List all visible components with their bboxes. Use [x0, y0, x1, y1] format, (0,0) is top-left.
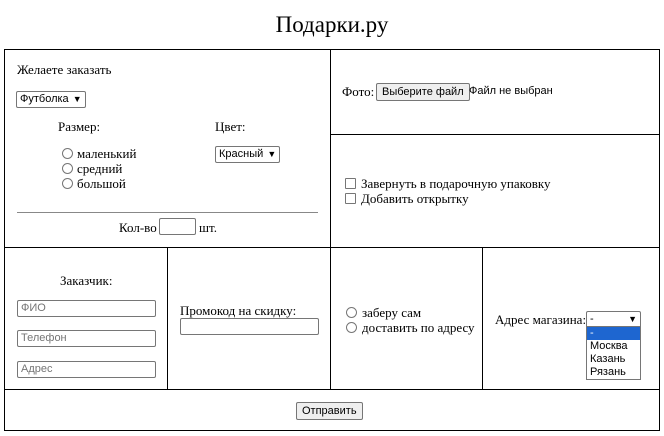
courier-label: доставить по адресу [362, 320, 475, 335]
chevron-down-icon: ▼ [628, 314, 637, 324]
size-radio-large[interactable] [62, 178, 73, 189]
pickup-radio[interactable] [346, 307, 357, 318]
divider [4, 389, 660, 390]
size-option-medium: средний [77, 161, 123, 176]
choose-file-button[interactable]: Выберите файл [376, 83, 470, 101]
gift-wrap-checkbox[interactable] [345, 178, 356, 189]
submit-button[interactable]: Отправить [296, 402, 363, 420]
color-label: Цвет: [215, 119, 246, 134]
store-select-value: - [590, 313, 594, 325]
color-select[interactable] [215, 146, 280, 163]
name-field[interactable]: ФИО [17, 300, 156, 317]
courier-radio[interactable] [346, 322, 357, 333]
size-radio-medium[interactable] [62, 163, 73, 174]
photo-label: Фото: [342, 84, 375, 99]
promo-input[interactable] [180, 318, 319, 335]
divider [482, 247, 483, 389]
product-select[interactable] [16, 91, 86, 108]
store-option[interactable]: - [587, 327, 640, 340]
store-option[interactable]: Рязань [590, 366, 626, 378]
size-radio-small[interactable] [62, 148, 73, 159]
gift-wrap-label: Завернуть в подарочную упаковку [361, 176, 551, 191]
store-option[interactable]: Казань [590, 353, 626, 365]
divider [4, 247, 660, 248]
store-dropdown-list [586, 326, 641, 380]
pickup-label: заберу сам [362, 305, 422, 320]
file-status: Файл не выбран [469, 85, 553, 97]
qty-input[interactable] [159, 218, 196, 235]
divider [167, 247, 168, 389]
size-label: Размер: [58, 119, 101, 134]
qty-unit: шт. [199, 220, 217, 235]
add-card-checkbox[interactable] [345, 193, 356, 204]
divider [330, 49, 331, 389]
qty-separator [17, 212, 318, 213]
promo-label: Промокод на скидку: [180, 303, 297, 318]
size-option-small: маленький [77, 146, 137, 161]
chevron-down-icon: ▼ [267, 149, 277, 159]
address-field[interactable]: Адрес [17, 361, 156, 378]
store-option[interactable]: Москва [590, 340, 628, 352]
divider [330, 134, 660, 135]
chevron-down-icon: ▼ [72, 94, 82, 104]
color-select-value: Красный [219, 148, 264, 160]
order-label: Желаете заказать [17, 62, 112, 77]
qty-label: Кол-во [119, 220, 157, 235]
customer-label: Заказчик: [60, 273, 113, 288]
product-select-value: Футболка [20, 93, 69, 105]
store-label: Адрес магазина: [495, 312, 587, 327]
page-title: Подарки.ру [275, 12, 389, 37]
add-card-label: Добавить открытку [361, 191, 469, 206]
phone-field[interactable]: Телефон [17, 330, 156, 347]
size-option-large: большой [77, 176, 126, 191]
